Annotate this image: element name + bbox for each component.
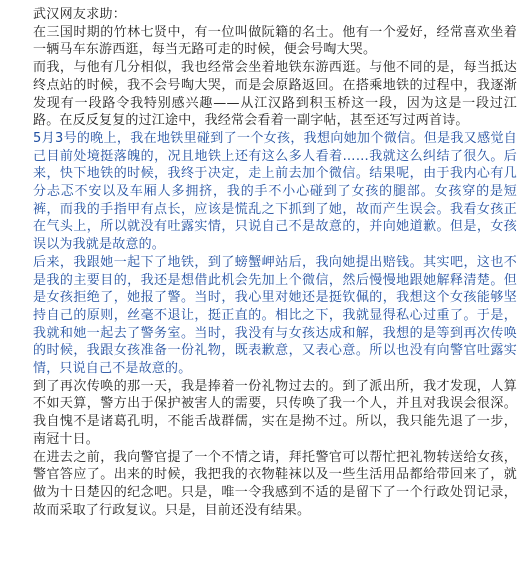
paragraph-6: 在进去之前，我向警官提了一个不情之请，拜托警官可以帮忙把礼物转送给女孩，警官答应了。出来的时候，我把我的衣物鞋袜以及一些生活用品都给带回来了，就做为十日楚囚的纪念吧。只是，唯一令我感到不适的是留下了一个行政处罚记录，故而采取了行政复议。只是，目前还没有结果。: [33, 449, 517, 518]
paragraph-5: 到了再次传唤的那一天，我是捧着一份礼物过去的。到了派出所，我才发现，人算不如天算，警方出于保护被害人的需要，只传唤了我一个人，并且对我误会很深。我自愧不是诸葛孔明，不能舌战群儒，实在是拗不过。所以，我只能先退了一步，南冠十日。: [33, 378, 517, 447]
paragraph-1: 在三国时期的竹林七贤中，有一位叫做阮籍的名士。他有一个爱好，经常喜欢坐着一辆马车东游西逛，每当无路可走的时候，便会号啕大哭。: [33, 24, 517, 58]
paragraph-4: 后来，我跟她一起下了地铁，到了螃蟹岬站后，我向她提出赔钱。其实吧，这也不是我的主要目的，我还是想借此机会先加上个微信，然后慢慢地跟她解释清楚。但是女孩拒绝了，她报了警。当时，我心里对她还是挺钦佩的，我想这个女孩能够坚持自己的原则，丝毫不退让，挺正直的。相比之下，我就显得私心过重了。于是，我就和她一起去了警务室。当时，我没有与女孩达成和解，我想的是等到再次传唤的时候，我跟女孩准备一份礼物，既表歉意，又表心意。所以也没有向警官吐露实情，只说自己不是故意的。: [33, 254, 517, 377]
paragraph-3: 5月3号的晚上，我在地铁里碰到了一个女孩，我想向她加个微信。但是我又感觉自己目前处境挺落魄的，况且地铁上还有这么多人看着……我就这么纠结了很久。后来，快下地铁的时候，我终于决定，走上前去加个微信。结果呢，由于我内心有几分忐忑不安以及车厢人多拥挤，我的手不小心碰到了女孩的腿部。女孩穿的是短裤，而我的手指甲有点长，应该是慌乱之下抓到了她，故而产生误会。我看女孩正在气头上，所以就没有吐露实情，只说自己不是故意的，并向她道歉。但是，女孩误以为我就是故意的。: [33, 130, 517, 253]
document-title: 武汉网友求助：: [33, 7, 127, 22]
paragraph-2: 而我，与他有几分相似，我也经常会坐着地铁东游西逛。与他不同的是，每当抵达终点站的时候，我不会号啕大哭，而是会原路返回。在搭乘地铁的过程中，我逐渐发现有一段路令我特别感兴趣——从江汉路到积玉桥这一段，因为这是一段过江路。在反反复复的过江途中，我经常会看着一副字帖，甚至还写过两首诗。: [33, 60, 517, 129]
